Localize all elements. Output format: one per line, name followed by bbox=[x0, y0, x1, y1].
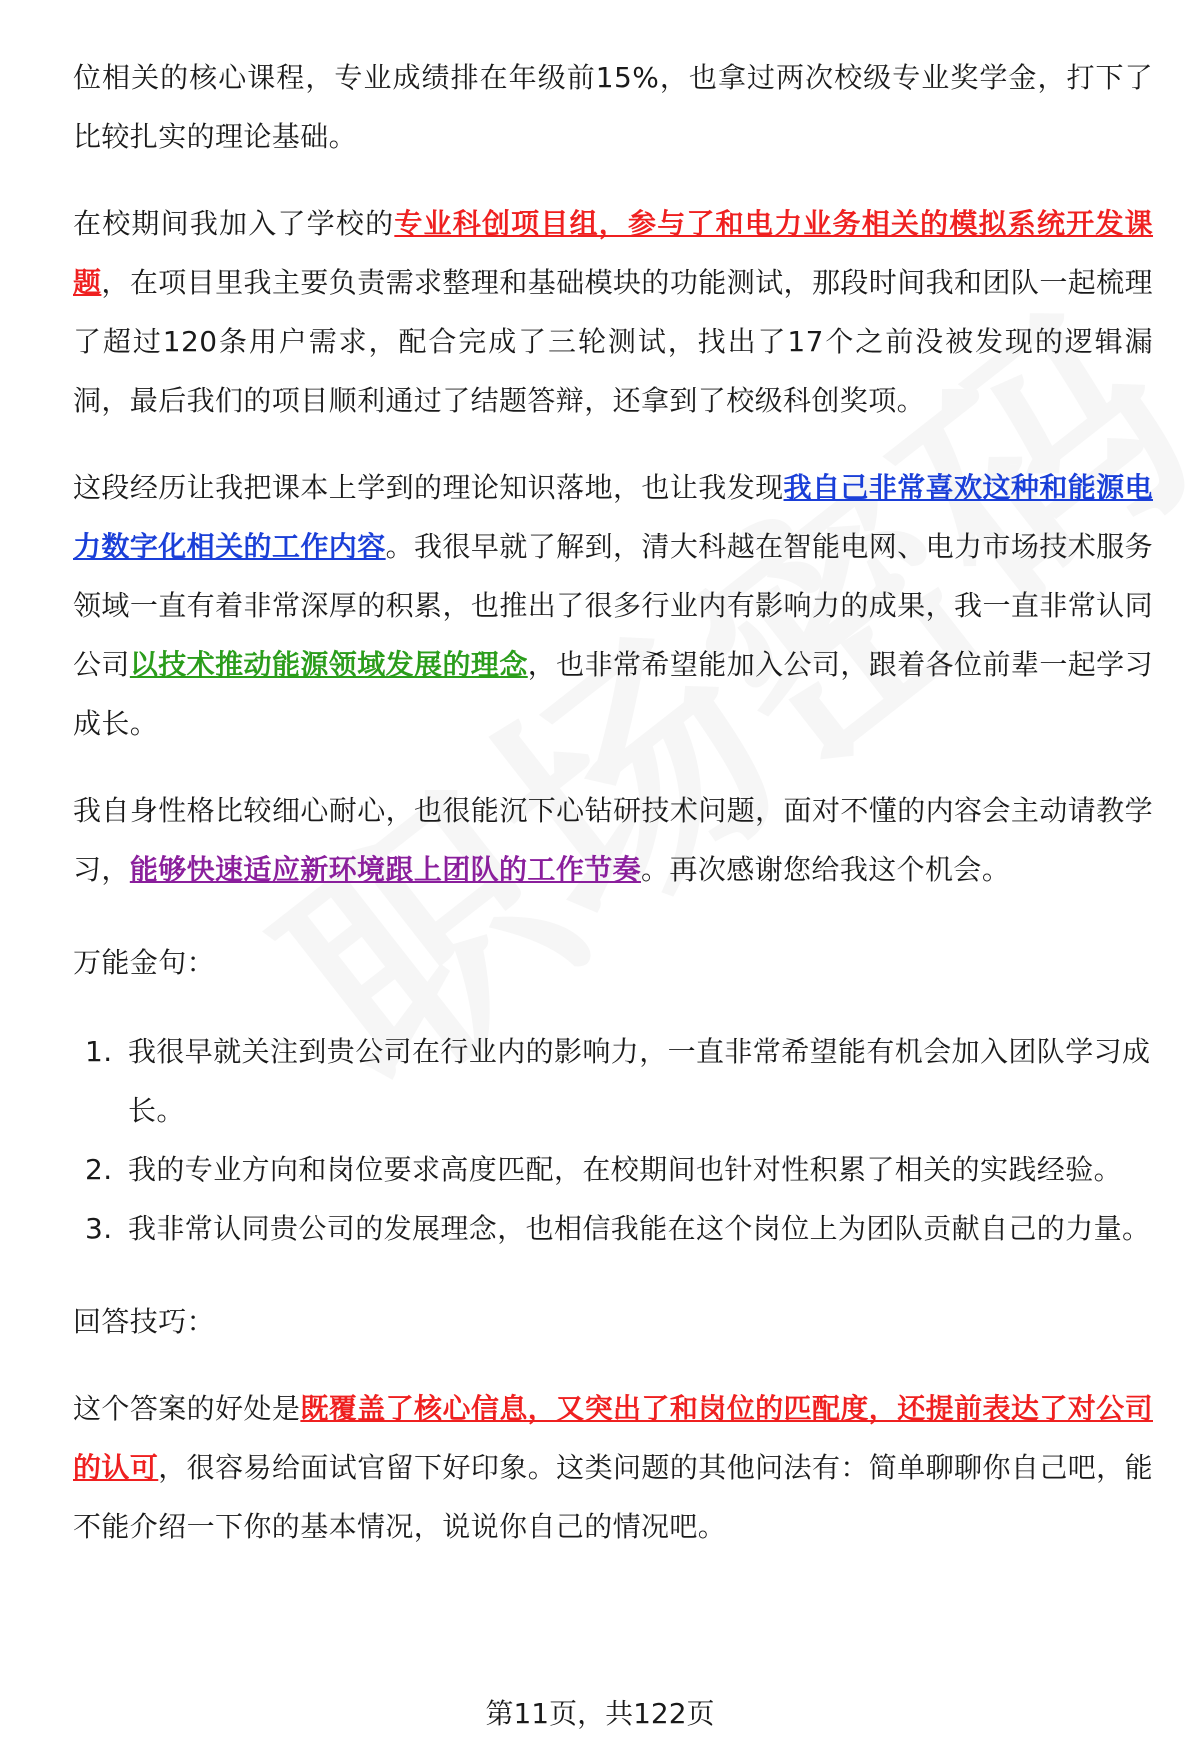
list-item-text: 我很早就关注到贵公司在行业内的影响力，一直非常希望能有机会加入团队学习成长。 bbox=[128, 1035, 1151, 1127]
list-item-text: 我的专业方向和岗位要求高度匹配，在校期间也针对性积累了相关的实践经验。 bbox=[128, 1153, 1123, 1186]
paragraph-personality bbox=[73, 781, 1153, 899]
list-item bbox=[73, 1022, 1153, 1140]
paragraph-project-post: ，在项目里我主要负责需求整理和基础模块的功能测试，那段时间我和团队一起梳理了超过120条用户需求，配合完成了三轮测试，找出了17个之前没被发现的逻辑漏洞，最后我们的项目顺利通过了结题答辩，还拿到了校级科创奖项。 bbox=[73, 266, 1153, 417]
paragraph-motivation-pre: 这段经历让我把课本上学到的理论知识落地，也让我发现 bbox=[73, 471, 784, 504]
paragraph-education: 位相关的核心课程，专业成绩排在年级前15%，也拿过两次校级专业奖学金，打下了比较扎实的理论基础。 bbox=[73, 61, 1153, 153]
paragraph-motivation-post: ，也非常希望能加入公司，跟着各位前辈一起学习成长。 bbox=[73, 648, 1153, 740]
answer-tips-label: 回答技巧： bbox=[73, 1305, 216, 1338]
paragraph-tips-post: ，很容易给面试官留下好印象。这类问题的其他问法有：简单聊聊你自己吧，能不能介绍一下你的基本情况，说说你自己的情况吧。 bbox=[73, 1451, 1153, 1543]
paragraph-motivation-mid: 。我很早就了解到，清大科越在智能电网、电力市场技术服务领域一直有着非常深厚的积累，也推出了很多行业内有影响力的成果，我一直非常认同公司 bbox=[73, 530, 1153, 681]
list-item-number: 1. bbox=[85, 1035, 113, 1068]
golden-sentences-list bbox=[73, 1022, 1153, 1258]
paragraph-tips bbox=[73, 1379, 1153, 1556]
highlight-interest: 我自己非常喜欢这种和能源电力数字化相关的工作内容 bbox=[73, 471, 1153, 563]
list-item-text: 我非常认同贵公司的发展理念，也相信我能在这个岗位上为团队贡献自己的力量。 bbox=[128, 1212, 1151, 1245]
list-item bbox=[73, 1140, 1153, 1199]
paragraph-motivation bbox=[73, 458, 1153, 753]
document-body bbox=[73, 48, 1153, 1556]
paragraph-project-pre: 在校期间我加入了学校的 bbox=[73, 207, 395, 240]
highlight-benefit: 既覆盖了核心信息，又突出了和岗位的匹配度，还提前表达了对公司的认可 bbox=[73, 1392, 1153, 1484]
paragraph-personality-post: 。再次感谢您给我这个机会。 bbox=[641, 853, 1011, 886]
paragraph-tips-pre: 这个答案的好处是 bbox=[73, 1392, 301, 1425]
page-number: 第11页，共122页 bbox=[485, 1697, 715, 1730]
list-item bbox=[73, 1199, 1153, 1258]
highlight-adaptability: 能够快速适应新环境跟上团队的工作节奏 bbox=[129, 853, 642, 886]
list-item-number: 3. bbox=[85, 1212, 113, 1245]
highlight-philosophy: 以技术推动能源领域发展的理念 bbox=[129, 648, 528, 681]
paragraph-personality-pre: 我自身性格比较细心耐心，也很能沉下心钻研技术问题，面对不懂的内容会主动请教学习， bbox=[73, 794, 1153, 886]
list-item-number: 2. bbox=[85, 1153, 113, 1186]
golden-sentences-label: 万能金句： bbox=[73, 946, 216, 979]
paragraph-project bbox=[73, 194, 1153, 430]
highlight-project: 专业科创项目组，参与了和电力业务相关的模拟系统开发课题 bbox=[73, 207, 1154, 299]
